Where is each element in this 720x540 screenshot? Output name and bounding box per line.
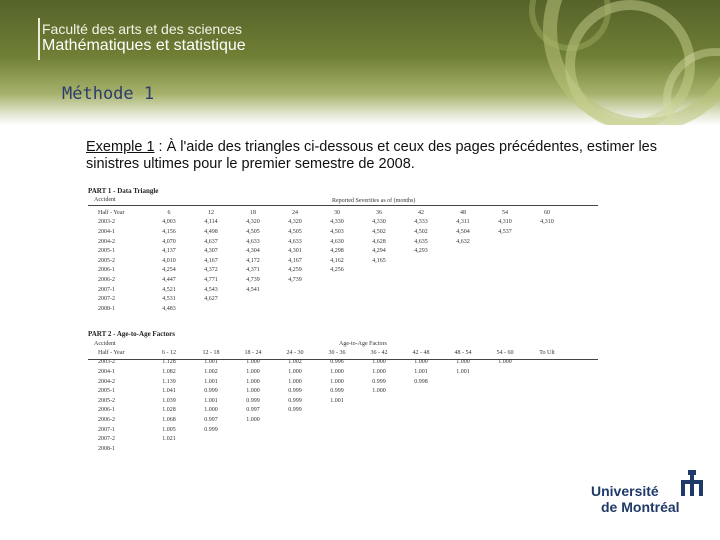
part1-table-cell: 4,633 — [246, 238, 260, 245]
part1-table-cell: 4,333 — [414, 219, 428, 226]
part1-table-cell: 4,637 — [204, 238, 218, 245]
part2-table-cell: 1.000 — [372, 359, 386, 366]
part1-table-cell: 4,537 — [498, 228, 512, 235]
part2-table-cell — [526, 377, 568, 387]
part2-table-cell — [526, 406, 568, 416]
part1-column-header: 60 — [544, 209, 550, 216]
part1-row-label: 2008-1 — [98, 305, 115, 312]
part1-table-cell — [442, 246, 484, 256]
part2-table-cell — [526, 358, 568, 368]
part1-table-row — [88, 275, 568, 285]
part2-column-header: 30 - 36 — [328, 349, 346, 356]
part1-table-cell: 4,447 — [162, 276, 176, 283]
part2-table-cell — [316, 415, 358, 425]
part1-table-cell — [484, 294, 526, 304]
part2-table-cell: 1.001 — [204, 378, 218, 385]
part2-table-cell — [190, 444, 232, 454]
part2-accident-label: Accident — [94, 341, 116, 347]
part1-table-cell: 4,531 — [162, 296, 176, 303]
part2-table-cell: 0.997 — [204, 416, 218, 423]
part2-table-cell — [358, 396, 400, 406]
part2-table-cell — [358, 406, 400, 416]
part2-table-cell: 1.000 — [498, 359, 512, 366]
part1-row-label: 2006-2 — [98, 276, 115, 283]
slide-title: Méthode 1 — [62, 84, 155, 104]
part1-table-cell: 4,294 — [372, 248, 386, 255]
part2-column-header: 42 - 48 — [412, 349, 430, 356]
part1-table-cell: 4,320 — [288, 219, 302, 226]
part1-table-cell — [316, 285, 358, 295]
part2-table-cell — [316, 425, 358, 435]
part1-table-cell: 4,298 — [330, 248, 344, 255]
part2-table-cell: 1.000 — [204, 407, 218, 414]
part1-table-cell: 4,502 — [372, 228, 386, 235]
part2-table-cell: 1.021 — [162, 436, 176, 443]
part1-table-cell: 4,371 — [246, 267, 260, 274]
part2-table-cell — [526, 415, 568, 425]
part1-table-cell — [400, 275, 442, 285]
part2-table-cell: 0.999 — [288, 407, 302, 414]
part2-table-cell: 1.000 — [456, 359, 470, 366]
part2-table-cell: 0.999 — [204, 426, 218, 433]
part1-table-cell: 4,330 — [372, 219, 386, 226]
part2-table-cell — [526, 434, 568, 444]
part1-table-cell: 4,635 — [414, 238, 428, 245]
part2-group-header: Age-to-Age Factors — [339, 341, 387, 347]
part2-column-header: 12 - 18 — [202, 349, 220, 356]
part2-table-cell — [484, 415, 526, 425]
part1-table-cell — [400, 285, 442, 295]
part1-column-header: 18 — [250, 209, 256, 216]
part1-table-cell: 4,505 — [288, 228, 302, 235]
part2-table-cell — [442, 386, 484, 396]
part1-title: PART 1 - Data Triangle — [88, 187, 159, 195]
logo-line-2: de Montréal — [601, 499, 680, 515]
part1-table-cell — [400, 256, 442, 266]
part1-table-cell — [484, 246, 526, 256]
part1-table-cell — [358, 294, 400, 304]
part2-table-cell: 1.001 — [204, 397, 218, 404]
part1-row-label: 2005-1 — [98, 248, 115, 255]
part2-column-header: 18 - 24 — [244, 349, 262, 356]
part1-table-cell: 4,165 — [372, 257, 386, 264]
part1-table-cell: 4,311 — [456, 219, 470, 226]
part1-table-cell: 4,505 — [246, 228, 260, 235]
part2-table-cell — [484, 367, 526, 377]
part1-table-cell: 4,293 — [414, 248, 428, 255]
part2-table-row — [88, 406, 568, 416]
part2-table-cell — [442, 444, 484, 454]
part1-table-cell: 4,137 — [162, 248, 176, 255]
part1-table-cell — [232, 304, 274, 314]
part2-table-cell — [484, 377, 526, 387]
part2-table-row — [88, 377, 568, 387]
part1-table-cell — [526, 285, 568, 295]
part2-table-cell — [274, 434, 316, 444]
part2-table-cell — [232, 425, 274, 435]
part2-table-cell — [484, 406, 526, 416]
part2-column-header: 6 - 12 — [162, 349, 176, 356]
part2-column-header: To Ult — [539, 349, 555, 356]
part1-table-cell — [526, 266, 568, 276]
part2-table-row — [88, 444, 568, 454]
part2-table-cell: 1.000 — [288, 378, 302, 385]
part2-table-cell: 0.999 — [288, 388, 302, 395]
part2-table-cell: 0.996 — [330, 359, 344, 366]
part2-row-label: 2005-2 — [98, 397, 115, 404]
part1-table-cell: 4,156 — [162, 228, 176, 235]
part1-table-cell: 4,307 — [204, 248, 218, 255]
part2-table-cell: 1.000 — [330, 378, 344, 385]
part1-table-cell: 4,310 — [540, 219, 554, 226]
part1-column-header: 12 — [208, 209, 214, 216]
part2-table-cell — [358, 444, 400, 454]
part1-table-cell: 4,739 — [246, 276, 260, 283]
part2-table-cell: 0.997 — [246, 407, 260, 414]
part1-table-cell: 4,172 — [246, 257, 260, 264]
udem-logo-mark — [679, 470, 705, 496]
scanned-triangle-image — [84, 184, 602, 460]
part2-row-label: 2003-2 — [98, 359, 115, 366]
part2-table-cell: 1.139 — [162, 378, 176, 385]
part2-table-cell — [526, 444, 568, 454]
part1-column-header: 24 — [292, 209, 298, 216]
part2-table-cell — [484, 425, 526, 435]
part1-table-cell — [232, 294, 274, 304]
part1-table-cell — [442, 285, 484, 295]
university-logo — [591, 470, 713, 516]
part1-table-cell — [484, 304, 526, 314]
part2-row-label: 2006-2 — [98, 416, 115, 423]
part1-table-cell — [526, 304, 568, 314]
part2-table-cell: 0.998 — [414, 378, 428, 385]
part2-table-cell — [316, 434, 358, 444]
part1-table-cell — [274, 285, 316, 295]
example-body: : À l'aide des triangles ci-dessous et ceux des pages précédentes, estimer les sinistres ultimes pour le premier semestre de 2008. — [86, 139, 657, 172]
part2-table-row — [88, 396, 568, 406]
part2-table-cell — [232, 444, 274, 454]
part1-accident-label: Accident — [94, 197, 116, 203]
part2-table-cell — [442, 377, 484, 387]
part1-column-header: 54 — [502, 209, 508, 216]
part2-table-cell: 1.000 — [246, 416, 260, 423]
part2-title: PART 2 - Age-to-Age Factors — [88, 330, 175, 338]
part1-column-header: 42 — [418, 209, 424, 216]
part1-column-header: 30 — [334, 209, 340, 216]
part1-group-header: Reported Severities as of (months) — [332, 198, 416, 204]
part1-table-cell: 4,162 — [330, 257, 344, 264]
slide-header — [0, 0, 720, 125]
part1-table-cell: 4,632 — [456, 238, 470, 245]
part2-table-cell: 1.039 — [162, 397, 176, 404]
part2-table-cell: 1.028 — [162, 407, 176, 414]
part2-table-cell: 1.000 — [372, 388, 386, 395]
part2-table-cell: 1.000 — [246, 388, 260, 395]
part2-table-cell: 0.999 — [204, 388, 218, 395]
part2-table-cell — [274, 425, 316, 435]
part1-column-header-row — [88, 208, 568, 218]
department-name: Mathématiques et statistique — [42, 37, 246, 54]
part1-row-label: 2005-2 — [98, 257, 115, 264]
part1-table-cell — [442, 256, 484, 266]
part2-table-cell — [526, 367, 568, 377]
part1-table-cell: 4,498 — [204, 228, 218, 235]
part1-table-cell: 4,771 — [204, 276, 218, 283]
part2-table-cell — [526, 386, 568, 396]
part2-row-label: 2005-1 — [98, 388, 115, 395]
part1-table-cell — [400, 294, 442, 304]
part2-table — [88, 348, 568, 454]
part2-table-cell — [442, 425, 484, 435]
part1-table-cell — [316, 275, 358, 285]
part1-table-cell — [400, 304, 442, 314]
part2-table-cell: 1.001 — [456, 368, 470, 375]
part1-table-cell: 4,502 — [414, 228, 428, 235]
part1-table-cell — [484, 275, 526, 285]
part1-header-rule — [88, 205, 598, 206]
part2-table-cell — [358, 425, 400, 435]
part2-table-cell — [442, 415, 484, 425]
part2-table-cell: 1.082 — [162, 368, 176, 375]
part1-table-cell: 4,630 — [330, 238, 344, 245]
part1-table-row — [88, 256, 568, 266]
faculty-name: Faculté des arts et des sciences — [42, 21, 242, 37]
part1-table-cell: 4,167 — [288, 257, 302, 264]
part1-table-cell: 4,521 — [162, 286, 176, 293]
part1-table-cell: 4,114 — [204, 219, 218, 226]
part2-table-cell: 1.000 — [288, 368, 302, 375]
part2-table-cell — [316, 406, 358, 416]
part1-row-label: 2007-1 — [98, 286, 115, 293]
part2-table-cell — [442, 406, 484, 416]
part1-table-cell — [442, 266, 484, 276]
part2-column-header: 48 - 54 — [454, 349, 472, 356]
part1-table-row — [88, 304, 568, 314]
part2-row-label: 2004-1 — [98, 368, 115, 375]
header-divider — [38, 18, 40, 60]
part1-column-header: 36 — [376, 209, 382, 216]
part1-table-cell: 4,483 — [162, 305, 176, 312]
part2-table-cell: 1.000 — [414, 359, 428, 366]
part2-table-cell — [274, 415, 316, 425]
part2-halfyear-label: Half - Year — [98, 349, 125, 356]
part2-table-cell — [316, 444, 358, 454]
part1-table-cell — [358, 304, 400, 314]
part1-table-cell: 4,310 — [498, 219, 512, 226]
part2-table-cell: 1.041 — [162, 388, 176, 395]
part1-table-cell: 4,541 — [246, 286, 260, 293]
part1-table-cell — [358, 285, 400, 295]
part2-table-cell — [484, 434, 526, 444]
part2-table-cell — [400, 396, 442, 406]
part2-row-label: 2007-2 — [98, 436, 115, 443]
part2-row-label: 2004-2 — [98, 378, 115, 385]
part1-table-cell: 4,003 — [162, 219, 176, 226]
part1-column-header: 48 — [460, 209, 466, 216]
part1-halfyear-label: Half - Year — [98, 209, 125, 216]
part2-table-cell — [400, 406, 442, 416]
part1-column-header: 6 — [167, 209, 171, 216]
logo-line-1: Université — [591, 483, 659, 499]
part1-table-cell — [442, 294, 484, 304]
part1-table-cell: 4,503 — [330, 228, 344, 235]
part2-table-cell: 1.002 — [204, 368, 218, 375]
part1-table-cell: 4,320 — [246, 219, 260, 226]
part1-table-cell — [316, 294, 358, 304]
part1-table-cell — [484, 256, 526, 266]
part1-table-cell — [316, 304, 358, 314]
part1-table-cell — [442, 275, 484, 285]
part2-table-cell: 0.999 — [330, 388, 344, 395]
part1-table-cell: 4,633 — [288, 238, 302, 245]
part1-table-cell — [484, 237, 526, 247]
part2-table-cell: 1.000 — [246, 359, 260, 366]
part1-table-cell: 4,010 — [162, 257, 176, 264]
part1-table-cell — [358, 275, 400, 285]
part2-row-label: 2006-1 — [98, 407, 115, 414]
part2-table-cell — [400, 444, 442, 454]
part2-table-row — [88, 425, 568, 435]
part2-table-cell: 1.002 — [288, 359, 302, 366]
part2-table-row — [88, 386, 568, 396]
part2-table-row — [88, 367, 568, 377]
part1-table — [88, 208, 568, 314]
part2-row-label: 2007-1 — [98, 426, 115, 433]
part2-table-cell — [484, 396, 526, 406]
part2-table-cell — [484, 444, 526, 454]
part1-table-row — [88, 266, 568, 276]
part2-table-cell — [274, 444, 316, 454]
part1-table-cell: 4,504 — [456, 228, 470, 235]
part2-table-cell: 1.000 — [246, 378, 260, 385]
part2-table-cell — [400, 434, 442, 444]
part2-table-cell — [148, 444, 190, 454]
part2-table-cell — [190, 434, 232, 444]
part1-table-cell — [526, 256, 568, 266]
part2-table-cell: 1.001 — [204, 359, 218, 366]
part2-table-cell — [526, 396, 568, 406]
part1-row-label: 2003-2 — [98, 219, 115, 226]
part2-column-header: 54 - 60 — [496, 349, 514, 356]
part2-table-cell: 1.000 — [246, 368, 260, 375]
part1-table-row — [88, 285, 568, 295]
part2-row-label: 2008-1 — [98, 445, 115, 452]
part2-table-cell: 1.001 — [414, 368, 428, 375]
part1-row-label: 2006-1 — [98, 267, 115, 274]
part1-table-cell — [526, 227, 568, 237]
part2-column-header: 36 - 42 — [370, 349, 388, 356]
part2-table-row — [88, 434, 568, 444]
part1-table-cell — [526, 237, 568, 247]
part1-table-cell: 4,628 — [372, 238, 386, 245]
part2-table-row — [88, 358, 568, 368]
part2-table-cell: 0.999 — [246, 397, 260, 404]
part2-column-header: 24 - 30 — [286, 349, 304, 356]
example-label: Exemple 1 — [86, 139, 155, 155]
part1-table-cell — [274, 304, 316, 314]
part2-table-cell — [358, 415, 400, 425]
part2-table-cell — [442, 434, 484, 444]
part2-table-cell: 1.000 — [330, 368, 344, 375]
part1-table-cell: 4,070 — [162, 238, 176, 245]
part1-table-row — [88, 218, 568, 228]
part2-table-cell — [400, 415, 442, 425]
part1-table-cell — [358, 266, 400, 276]
part2-table-cell: 0.999 — [288, 397, 302, 404]
part1-table-cell: 4,627 — [204, 296, 218, 303]
decorative-circles — [430, 0, 720, 125]
part1-table-cell — [526, 275, 568, 285]
part1-table-cell — [442, 304, 484, 314]
part1-table-cell: 4,259 — [288, 267, 302, 274]
part1-table-cell — [190, 304, 232, 314]
part1-table-cell: 4,254 — [162, 267, 176, 274]
part1-table-cell — [400, 266, 442, 276]
part2-table-cell: 1.068 — [162, 416, 176, 423]
part2-table-cell — [442, 396, 484, 406]
part1-table-row — [88, 294, 568, 304]
part2-table-cell — [484, 386, 526, 396]
part1-table-cell: 4,256 — [330, 267, 344, 274]
part2-table-cell — [232, 434, 274, 444]
part1-row-label: 2004-1 — [98, 228, 115, 235]
part1-row-label: 2007-2 — [98, 296, 115, 303]
part2-table-cell — [400, 386, 442, 396]
part2-table-cell: 0.999 — [372, 378, 386, 385]
part1-table-row — [88, 237, 568, 247]
part1-table-cell — [484, 285, 526, 295]
part1-table-row — [88, 246, 568, 256]
part2-column-header-row — [88, 348, 568, 358]
part1-table-cell: 4,330 — [330, 219, 344, 226]
part1-table-cell — [484, 266, 526, 276]
part2-table-cell: 1.128 — [162, 359, 176, 366]
part1-table-cell: 4,167 — [204, 257, 218, 264]
example-text — [86, 139, 696, 173]
part1-table-cell: 4,739 — [288, 276, 302, 283]
part2-table-cell — [526, 425, 568, 435]
part1-table-cell: 4,543 — [204, 286, 218, 293]
part1-row-label: 2004-2 — [98, 238, 115, 245]
part1-table-cell — [526, 246, 568, 256]
part2-table-cell — [400, 425, 442, 435]
part1-table-cell: 4,372 — [204, 267, 218, 274]
part2-table-cell — [358, 434, 400, 444]
part1-table-cell — [526, 294, 568, 304]
part1-table-cell: 4,301 — [288, 248, 302, 255]
part1-table-cell: 4,304 — [246, 248, 260, 255]
part2-table-cell: 1.000 — [372, 368, 386, 375]
part2-table-cell: 1.005 — [162, 426, 176, 433]
part1-table-cell — [274, 294, 316, 304]
part1-table-row — [88, 227, 568, 237]
part2-table-row — [88, 415, 568, 425]
part2-table-cell: 1.001 — [330, 397, 344, 404]
